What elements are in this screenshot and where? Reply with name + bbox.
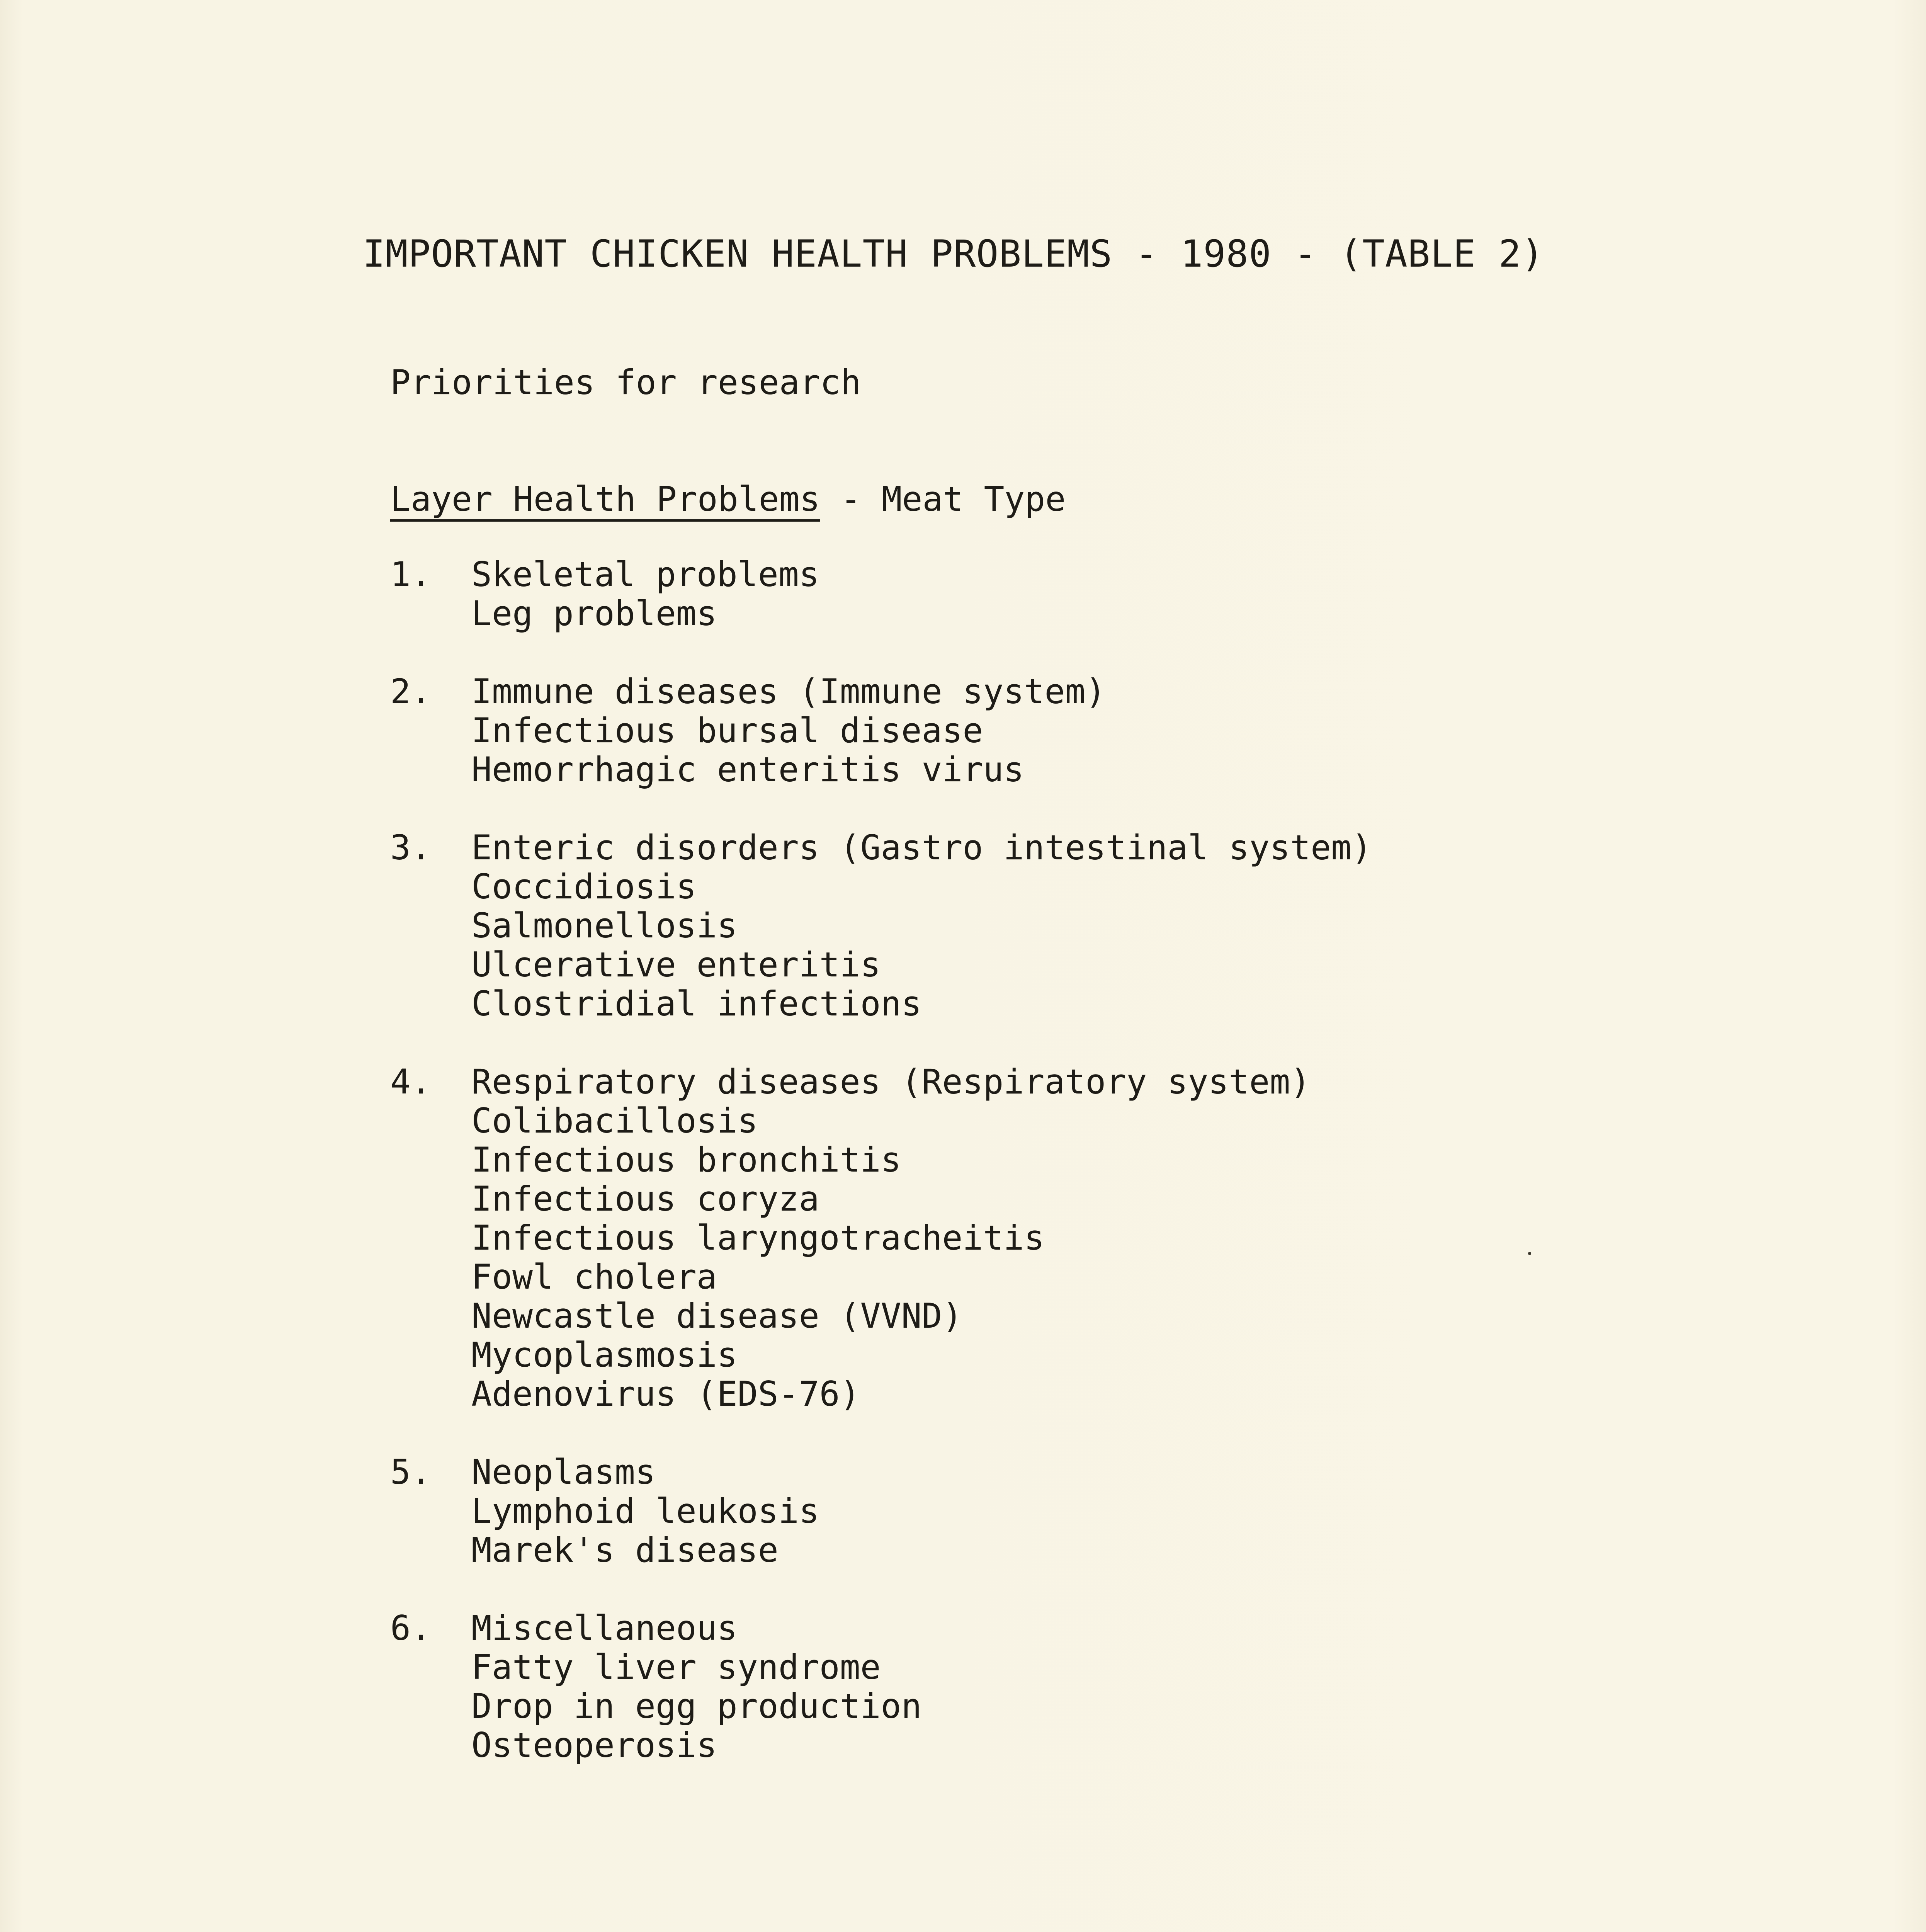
list-item: Infectious bursal disease bbox=[471, 711, 983, 750]
list-item: Drop in egg production bbox=[471, 1686, 922, 1726]
category-5 bbox=[390, 1452, 1781, 1570]
category-heading: Immune diseases (Immune system) bbox=[471, 672, 1106, 711]
category-1 bbox=[390, 555, 1781, 633]
category-lines bbox=[471, 1062, 1781, 1413]
document-subtitle: Priorities for research bbox=[390, 362, 861, 402]
document-title: IMPORTANT CHICKEN HEALTH PROBLEMS - 1980 - (TABLE 2) bbox=[363, 232, 1544, 276]
list-item: Colibacillosis bbox=[471, 1101, 758, 1141]
list-item: Coccidiosis bbox=[471, 867, 697, 906]
list-item: Ulcerative enteritis bbox=[471, 945, 881, 985]
category-number: 6. bbox=[390, 1608, 431, 1648]
list-item: Marek's disease bbox=[471, 1530, 779, 1570]
category-lines bbox=[471, 828, 1781, 1023]
list-item: Fatty liver syndrome bbox=[471, 1647, 881, 1687]
list-item: Adenovirus (EDS-76) bbox=[471, 1374, 860, 1414]
list-item: Mycoplasmosis bbox=[471, 1335, 738, 1375]
section-heading bbox=[390, 476, 1066, 522]
category-6 bbox=[390, 1609, 1781, 1765]
list-item: Osteoperosis bbox=[471, 1725, 717, 1765]
category-number: 4. bbox=[390, 1062, 431, 1102]
list-item: Infectious bronchitis bbox=[471, 1140, 901, 1180]
section-heading-underlined: Layer Health Problems bbox=[390, 479, 820, 519]
category-2 bbox=[390, 672, 1781, 789]
section-heading-rest: - Meat Type bbox=[820, 479, 1066, 519]
category-heading: Miscellaneous bbox=[471, 1608, 738, 1648]
category-heading: Enteric disorders (Gastro intestinal system) bbox=[471, 828, 1372, 867]
list-item: Lymphoid leukosis bbox=[471, 1491, 819, 1531]
category-heading: Respiratory diseases (Respiratory system) bbox=[471, 1062, 1311, 1102]
category-3 bbox=[390, 828, 1781, 1023]
list-item: Newcastle disease (VVND) bbox=[471, 1296, 963, 1336]
category-number: 5. bbox=[390, 1452, 431, 1492]
category-lines bbox=[471, 555, 1781, 633]
list-item: Clostridial infections bbox=[471, 984, 922, 1024]
category-number: 2. bbox=[390, 672, 431, 711]
category-lines bbox=[471, 1452, 1781, 1570]
list-item: Fowl cholera bbox=[471, 1257, 717, 1297]
category-heading: Skeletal problems bbox=[471, 554, 819, 594]
category-4 bbox=[390, 1062, 1781, 1413]
list-item: Salmonellosis bbox=[471, 906, 738, 946]
paper-speck bbox=[1528, 1252, 1531, 1255]
problem-list bbox=[390, 555, 1781, 1804]
category-number: 1. bbox=[390, 554, 431, 594]
list-item: Infectious coryza bbox=[471, 1179, 819, 1219]
category-number: 3. bbox=[390, 828, 431, 867]
list-item: Leg problems bbox=[471, 594, 717, 633]
category-heading: Neoplasms bbox=[471, 1452, 656, 1492]
category-lines bbox=[471, 1609, 1781, 1765]
list-item: Infectious laryngotracheitis bbox=[471, 1218, 1045, 1258]
category-lines bbox=[471, 672, 1781, 789]
list-item: Hemorrhagic enteritis virus bbox=[471, 750, 1024, 789]
